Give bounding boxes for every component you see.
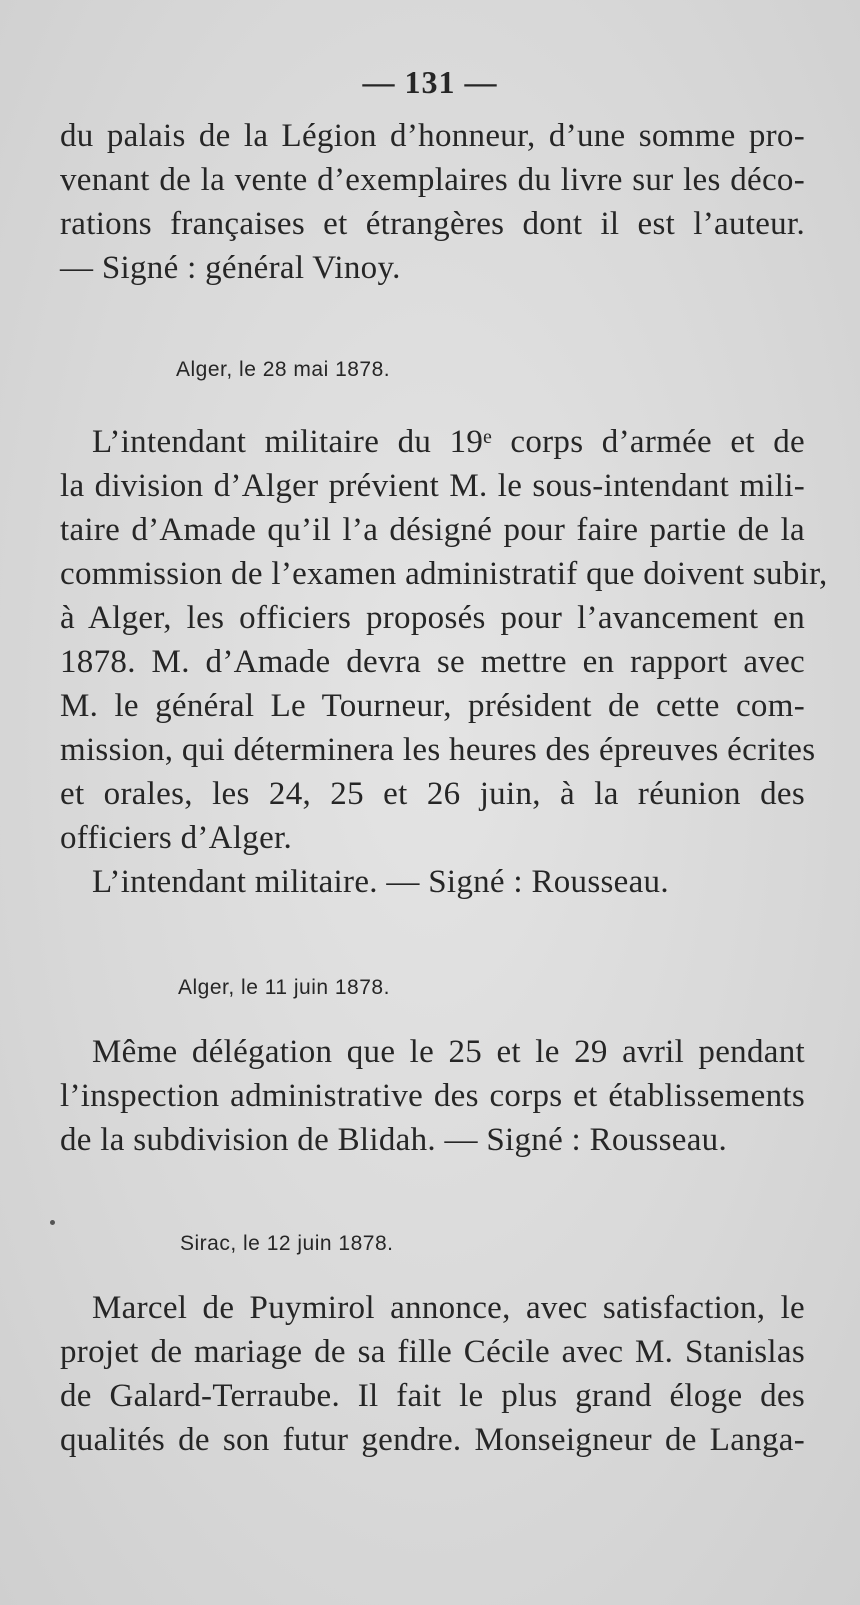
text-line: mission, qui déterminera les heures des épreuves écrites [60,732,816,768]
page-number: — 131 — [362,64,498,100]
text-line: M. le général Le Tourneur, président de cette com- [60,688,805,724]
text-line: venant de la vente d’exemplaires du livre sur les déco- [60,162,805,198]
text-line: Marcel de Puymirol annonce, avec satisfaction, le [92,1290,805,1326]
text-line: à Alger, les officiers proposés pour l’avancement en [60,600,805,636]
text-line: de la subdivision de Blidah. — Signé : Rousseau. [60,1122,728,1158]
ink-speck [50,1220,55,1225]
dateline: Sirac, le 12 juin 1878. [180,1232,394,1255]
text-line: la division d’Alger prévient M. le sous-intendant mili- [60,468,805,504]
text-line: l’inspection administrative des corps et établissements [60,1078,805,1114]
dateline: Alger, le 28 mai 1878. [176,358,391,381]
text-line: taire d’Amade qu’il l’a désigné pour faire partie de la [60,512,805,548]
text-line: et orales, les 24, 25 et 26 juin, à la réunion des [60,776,805,812]
text-line: qualités de son futur gendre. Monseigneur de Langa- [60,1422,805,1458]
text-line: projet de mariage de sa fille Cécile avec M. Stanislas [60,1334,805,1370]
text-line: 1878. M. d’Amade devra se mettre en rapport avec [60,644,805,680]
text-line: commission de l’examen administratif que doivent subir, [60,556,828,592]
text-line: officiers d’Alger. [60,820,293,856]
text-line: L’intendant militaire. — Signé : Rousseau. [92,864,669,900]
text-line: Même délégation que le 25 et le 29 avril pendant [92,1034,805,1070]
text-line: de Galard-Terraube. Il fait le plus grand éloge des [60,1378,805,1414]
text-line: rations françaises et étrangères dont il est l’auteur. [60,206,805,242]
text-line: — Signé : général Vinoy. [60,250,401,286]
dateline: Alger, le 11 juin 1878. [178,976,390,999]
text-line: L’intendant militaire du 19ᵉ corps d’armée et de [92,424,805,460]
text-line: du palais de la Légion d’honneur, d’une somme pro- [60,118,805,154]
